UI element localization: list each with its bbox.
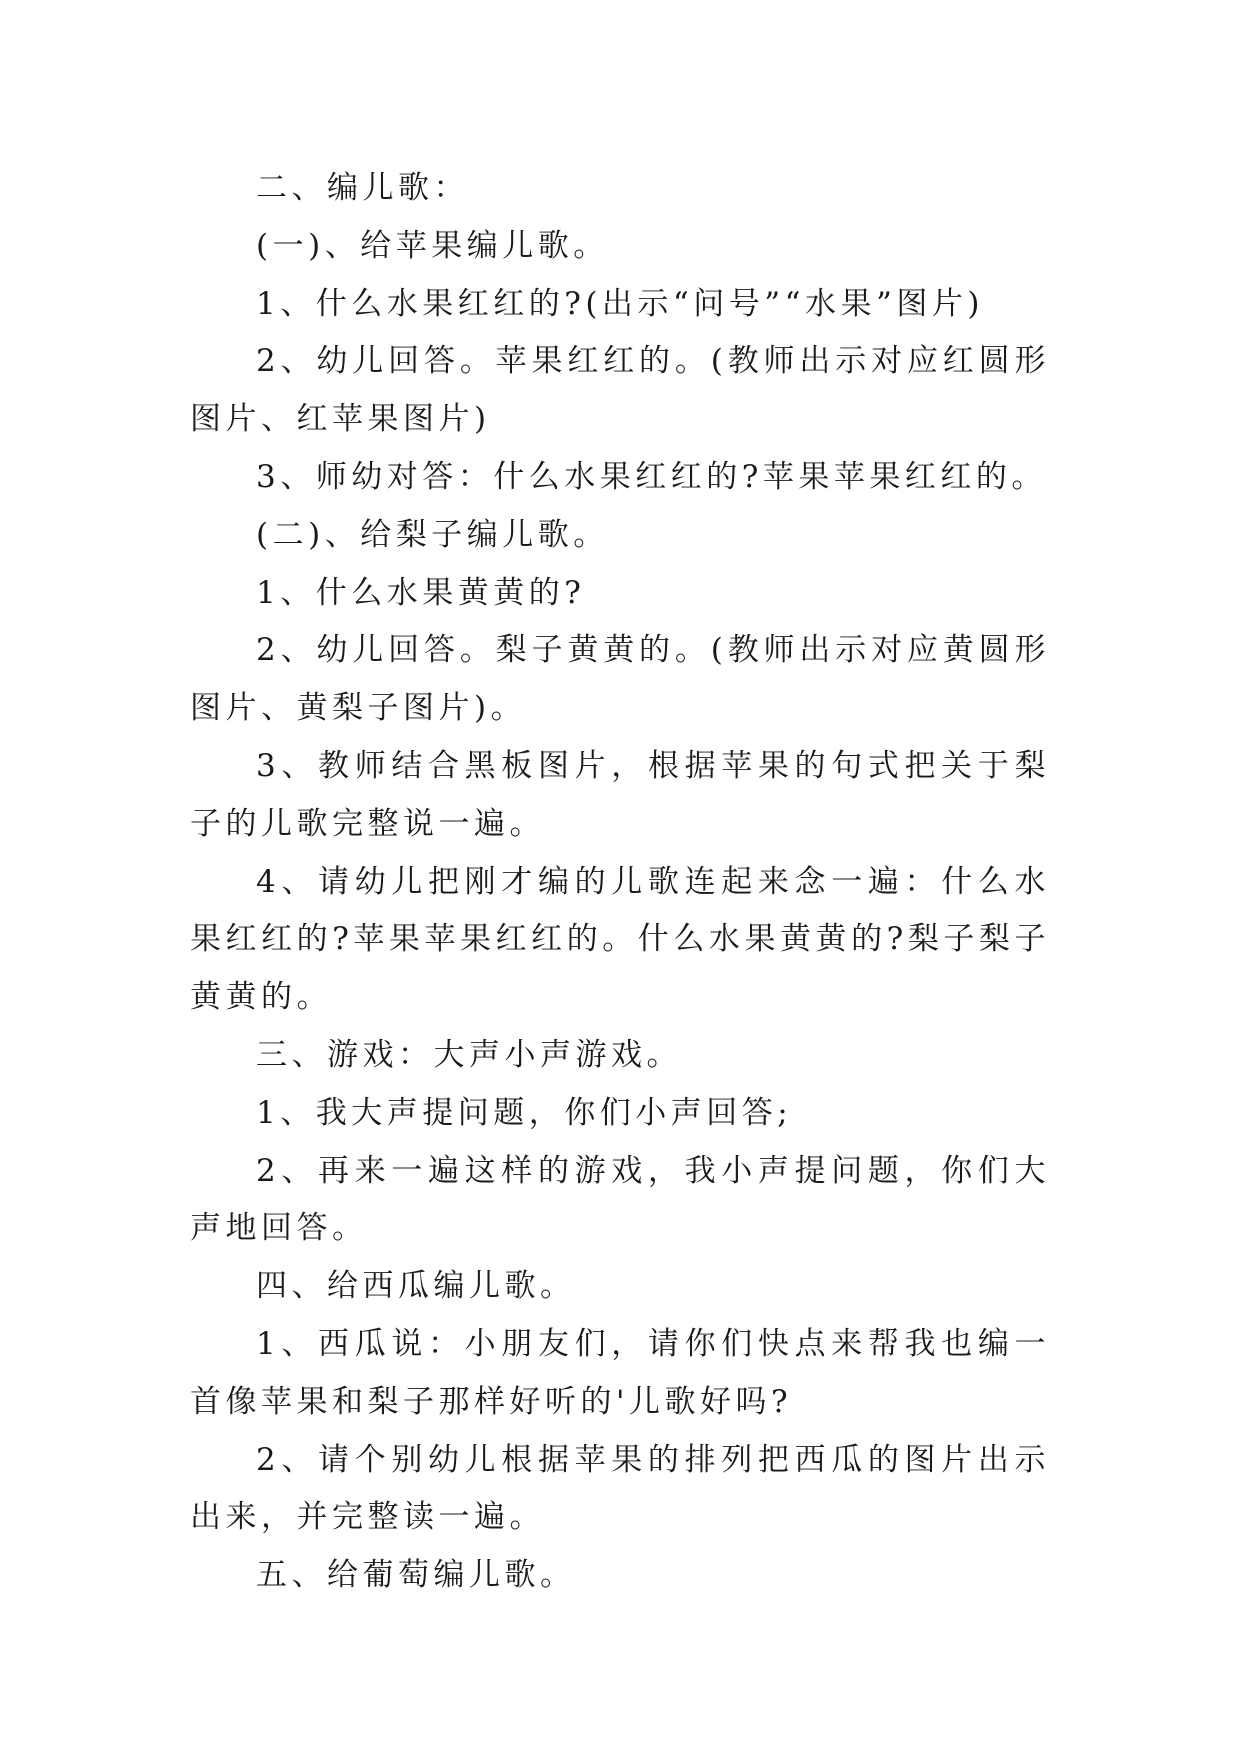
step-paragraph: 1、什么水果红红的?(出示“问号”“水果”图片): [256, 285, 984, 322]
step-paragraph: 4、请幼儿把刚才编的儿歌连起来念一遍：什么水果红红的?苹果苹果红红的。什么水果黄黄的?梨子梨子黄黄的。: [190, 863, 1050, 1016]
document-body: [190, 160, 1050, 1605]
step-paragraph: 2、幼儿回答。苹果红红的。(教师出示对应红圆形图片、红苹果图片): [190, 343, 1050, 438]
section-heading-watermelon: 四、给西瓜编儿歌。: [256, 1268, 576, 1305]
section-heading-compose-songs: 二、编儿歌：: [256, 170, 469, 206]
subsection-heading-pear: (二)、给梨子编儿歌。: [256, 516, 609, 553]
step-paragraph: 1、西瓜说：小朋友们，请你们快点来帮我也编一首像苹果和梨子那样好听的'儿歌好吗?: [190, 1325, 1050, 1420]
section-heading-grape: 五、给葡萄编儿歌。: [256, 1557, 576, 1594]
subsection-heading-apple: (一)、给苹果编儿歌。: [256, 227, 609, 264]
step-paragraph: 1、什么水果黄黄的?: [256, 574, 586, 611]
step-paragraph: 3、师幼对答：什么水果红红的?苹果苹果红红的。: [256, 458, 1047, 495]
section-heading-game: 三、游戏：大声小声游戏。: [256, 1036, 682, 1073]
step-paragraph: 2、幼儿回答。梨子黄黄的。(教师出示对应黄圆形图片、黄梨子图片)。: [190, 632, 1050, 727]
step-paragraph: 3、教师结合黑板图片，根据苹果的句式把关于梨子的儿歌完整说一遍。: [190, 747, 1050, 842]
step-paragraph: 1、我大声提问题，你们小声回答;: [256, 1094, 793, 1131]
step-paragraph: 2、再来一遍这样的游戏，我小声提问题，你们大声地回答。: [190, 1152, 1050, 1247]
step-paragraph: 2、请个别幼儿根据苹果的排列把西瓜的图片出示出来，并完整读一遍。: [190, 1441, 1050, 1536]
